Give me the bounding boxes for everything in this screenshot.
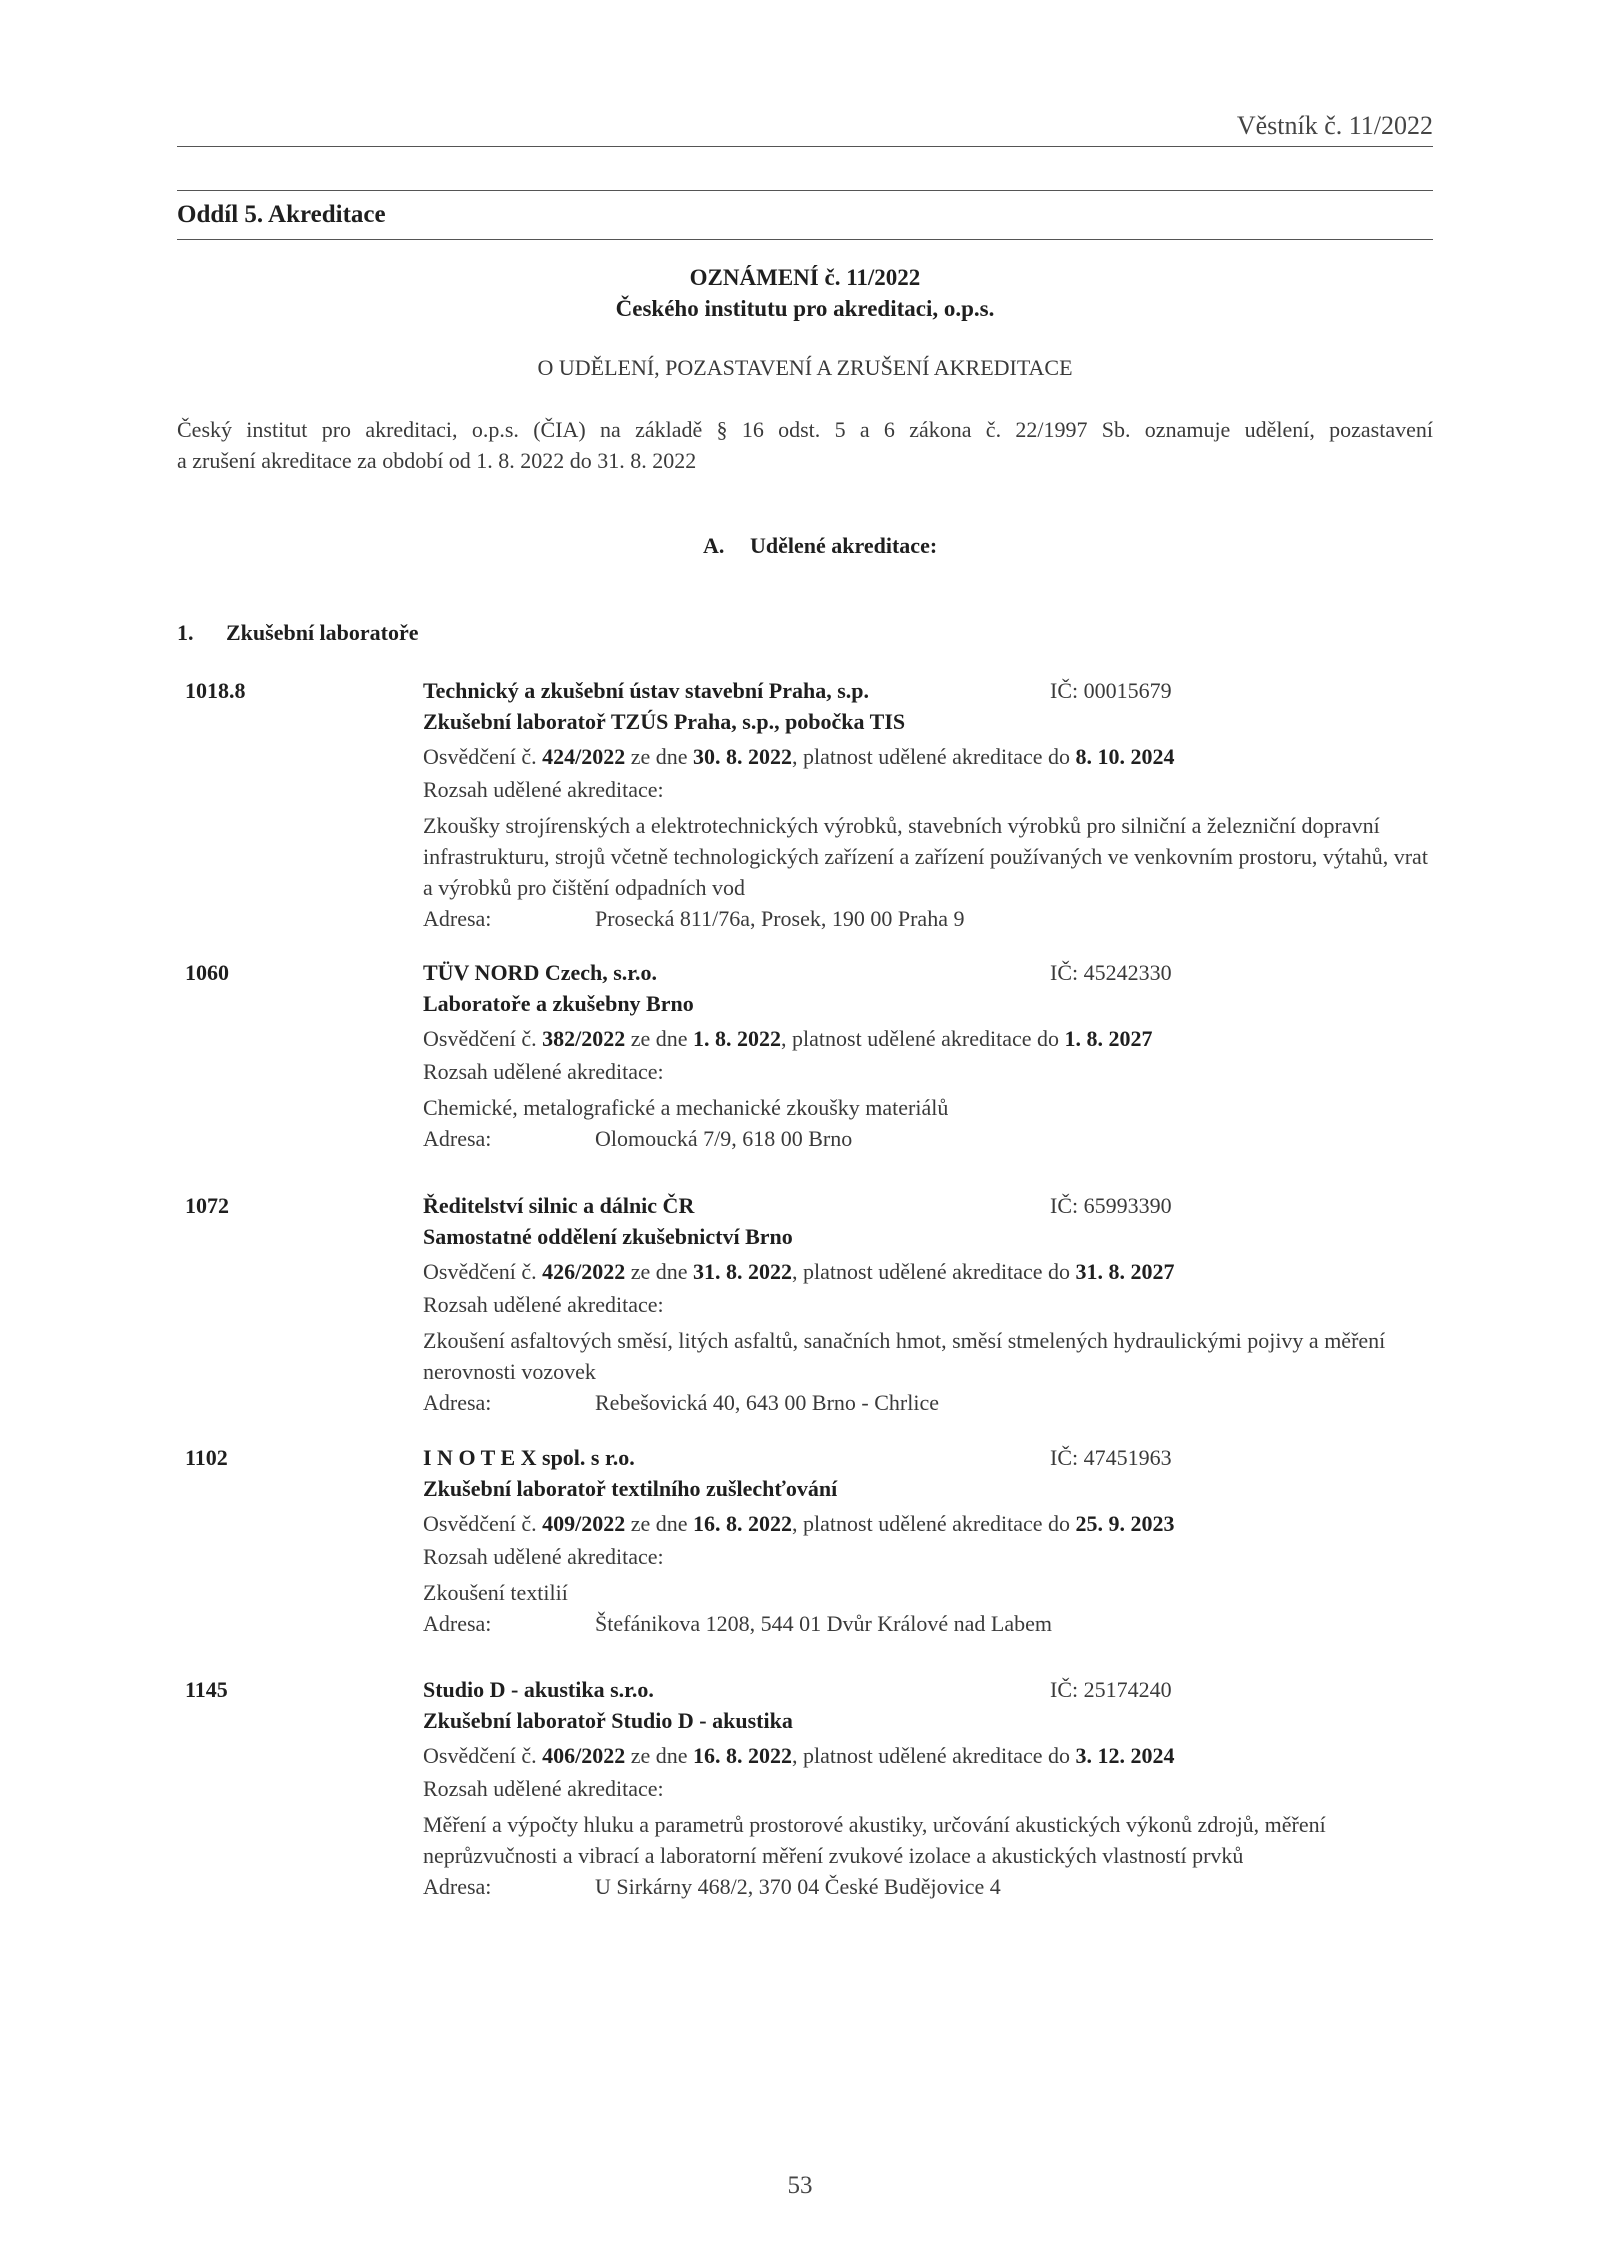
address-label: Adresa: [423, 906, 492, 931]
certificate-line [423, 1511, 1175, 1537]
certificate-label: Osvědčení č. [423, 744, 537, 769]
section-rule-top [177, 190, 1433, 191]
scope-label: Rozsah udělené akreditace: [423, 1544, 664, 1569]
validity-label: , platnost udělené akreditace do [781, 1026, 1059, 1051]
address-line [423, 1611, 1052, 1637]
valid-until-date: 3. 12. 2024 [1075, 1743, 1175, 1768]
scope-text: Zkoušení asfaltových směsí, litých asfaltů, sanačních hmot, směsí stmelených hydraulickými pojivy a měření nerovnosti vozovek [423, 1328, 1386, 1384]
certificate-date: 30. 8. 2022 [693, 744, 793, 769]
address-value: Olomoucká 7/9, 618 00 Brno [595, 1126, 853, 1151]
certificate-line [423, 1743, 1175, 1769]
address-value: U Sirkárny 468/2, 370 04 České Budějovice 4 [595, 1874, 1001, 1899]
company-id: IČ: 47451963 [1050, 1445, 1172, 1470]
address-value: Prosecká 811/76a, Prosek, 190 00 Praha 9 [595, 906, 965, 931]
certificate-line [423, 1259, 1175, 1285]
address-line [423, 1126, 852, 1152]
validity-label: , platnost udělené akreditace do [792, 1743, 1070, 1768]
certificate-label: Osvědčení č. [423, 1743, 537, 1768]
scope-label: Rozsah udělené akreditace: [423, 1776, 664, 1801]
scope-text: Zkoušení textilií [423, 1580, 568, 1605]
certificate-line [423, 744, 1175, 770]
certificate-label: Osvědčení č. [423, 1511, 537, 1536]
subsection-number: 1. [177, 620, 194, 645]
scope-text: Zkoušky strojírenských a elektrotechnických výrobků, stavebních výrobků pro silniční a železniční dopravní infrastrukturu, strojů včetně technologických zařízení a zařízení používaných ve venkovním prostoru, výtahů, vrat a výrobků pro čištění odpadních vod [423, 813, 1428, 900]
dated-label: ze dne [630, 1026, 688, 1051]
notice-subject: O UDĚLENÍ, POZASTAVENÍ A ZRUŠENÍ AKREDITACE [537, 355, 1073, 380]
certificate-label: Osvědčení č. [423, 1259, 537, 1284]
certificate-date: 16. 8. 2022 [693, 1743, 793, 1768]
laboratory-name: Zkušební laboratoř textilního zušlechťování [423, 1476, 838, 1501]
intro-line-2: a zrušení akreditace za období od 1. 8. 2022 do 31. 8. 2022 [177, 448, 697, 473]
scope-label: Rozsah udělené akreditace: [423, 1292, 664, 1317]
accreditation-code: 1018.8 [185, 678, 246, 703]
dated-label: ze dne [630, 1743, 688, 1768]
subsection-heading [177, 620, 419, 646]
page-number: 53 [787, 2172, 813, 2199]
certificate-date: 31. 8. 2022 [693, 1259, 793, 1284]
part-a-number: A. [703, 533, 725, 558]
accreditation-code: 1072 [185, 1193, 229, 1218]
organization-name: I N O T E X spol. s r.o. [423, 1445, 635, 1470]
laboratory-name: Zkušební laboratoř TZÚS Praha, s.p., pobočka TIS [423, 709, 906, 734]
address-label: Adresa: [423, 1874, 492, 1899]
certificate-number: 382/2022 [542, 1026, 626, 1051]
certificate-label: Osvědčení č. [423, 1026, 537, 1051]
scope-text: Chemické, metalografické a mechanické zkoušky materiálů [423, 1095, 949, 1120]
organization-name: Studio D - akustika s.r.o. [423, 1677, 654, 1702]
validity-label: , platnost udělené akreditace do [792, 1259, 1070, 1284]
intro-paragraph [177, 414, 1433, 476]
address-value: Rebešovická 40, 643 00 Brno - Chrlice [595, 1390, 939, 1415]
certificate-number: 406/2022 [542, 1743, 626, 1768]
notice-issuer: Českého institutu pro akreditaci, o.p.s. [615, 296, 995, 321]
certificate-line [423, 1026, 1153, 1052]
organization-name: TÜV NORD Czech, s.r.o. [423, 960, 658, 985]
laboratory-name: Laboratoře a zkušebny Brno [423, 991, 694, 1016]
intro-line-1: Český institut pro akreditaci, o.p.s. (ČIA) na základě § 16 odst. 5 a 6 zákona č. 22/1997 Sb. oznamuje udělení, pozastavení [177, 417, 1433, 442]
address-line [423, 1874, 1001, 1900]
address-line [423, 1390, 939, 1416]
dated-label: ze dne [630, 1259, 688, 1284]
address-label: Adresa: [423, 1390, 492, 1415]
accreditation-code: 1102 [185, 1445, 228, 1470]
address-line [423, 906, 964, 932]
dated-label: ze dne [630, 744, 688, 769]
dated-label: ze dne [630, 1511, 688, 1536]
scope-text: Měření a výpočty hluku a parametrů prostorové akustiky, určování akustických výkonů zdrojů, měření neprůzvučnosti a vibrací a laboratorní měření zvukové izolace a akustických vlastností prvků [423, 1812, 1326, 1868]
certificate-date: 1. 8. 2022 [693, 1026, 782, 1051]
company-id: IČ: 00015679 [1050, 678, 1172, 703]
address-value: Štefánikova 1208, 544 01 Dvůr Králové nad Labem [595, 1611, 1052, 1636]
scope-label: Rozsah udělené akreditace: [423, 777, 664, 802]
company-id: IČ: 25174240 [1050, 1677, 1172, 1702]
page-header-title: Věstník č. 11/2022 [1236, 111, 1433, 140]
laboratory-name: Samostatné oddělení zkušebnictví Brno [423, 1224, 793, 1249]
address-label: Adresa: [423, 1611, 492, 1636]
certificate-date: 16. 8. 2022 [693, 1511, 793, 1536]
certificate-number: 409/2022 [542, 1511, 626, 1536]
section-title: Oddíl 5. Akreditace [177, 201, 386, 228]
valid-until-date: 8. 10. 2024 [1075, 744, 1175, 769]
address-label: Adresa: [423, 1126, 492, 1151]
organization-name: Technický a zkušební ústav stavební Praha, s.p. [423, 678, 870, 703]
validity-label: , platnost udělené akreditace do [792, 744, 1070, 769]
laboratory-name: Zkušební laboratoř Studio D - akustika [423, 1708, 793, 1733]
accreditation-code: 1060 [185, 960, 229, 985]
company-id: IČ: 45242330 [1050, 960, 1172, 985]
part-a-title: Udělené akreditace: [750, 533, 938, 558]
organization-name: Ředitelství silnic a dálnic ČR [423, 1193, 695, 1218]
valid-until-date: 25. 9. 2023 [1075, 1511, 1175, 1536]
notice-title: OZNÁMENÍ č. 11/2022 [689, 265, 921, 290]
part-a-heading [703, 533, 937, 559]
header-rule [177, 146, 1433, 147]
certificate-number: 426/2022 [542, 1259, 626, 1284]
valid-until-date: 1. 8. 2027 [1064, 1026, 1153, 1051]
valid-until-date: 31. 8. 2027 [1075, 1259, 1175, 1284]
accreditation-code: 1145 [185, 1677, 228, 1702]
company-id: IČ: 65993390 [1050, 1193, 1172, 1218]
certificate-number: 424/2022 [542, 744, 626, 769]
subsection-title: Zkušební laboratoře [226, 620, 419, 645]
scope-label: Rozsah udělené akreditace: [423, 1059, 664, 1084]
validity-label: , platnost udělené akreditace do [792, 1511, 1070, 1536]
section-rule-bottom [177, 239, 1433, 240]
